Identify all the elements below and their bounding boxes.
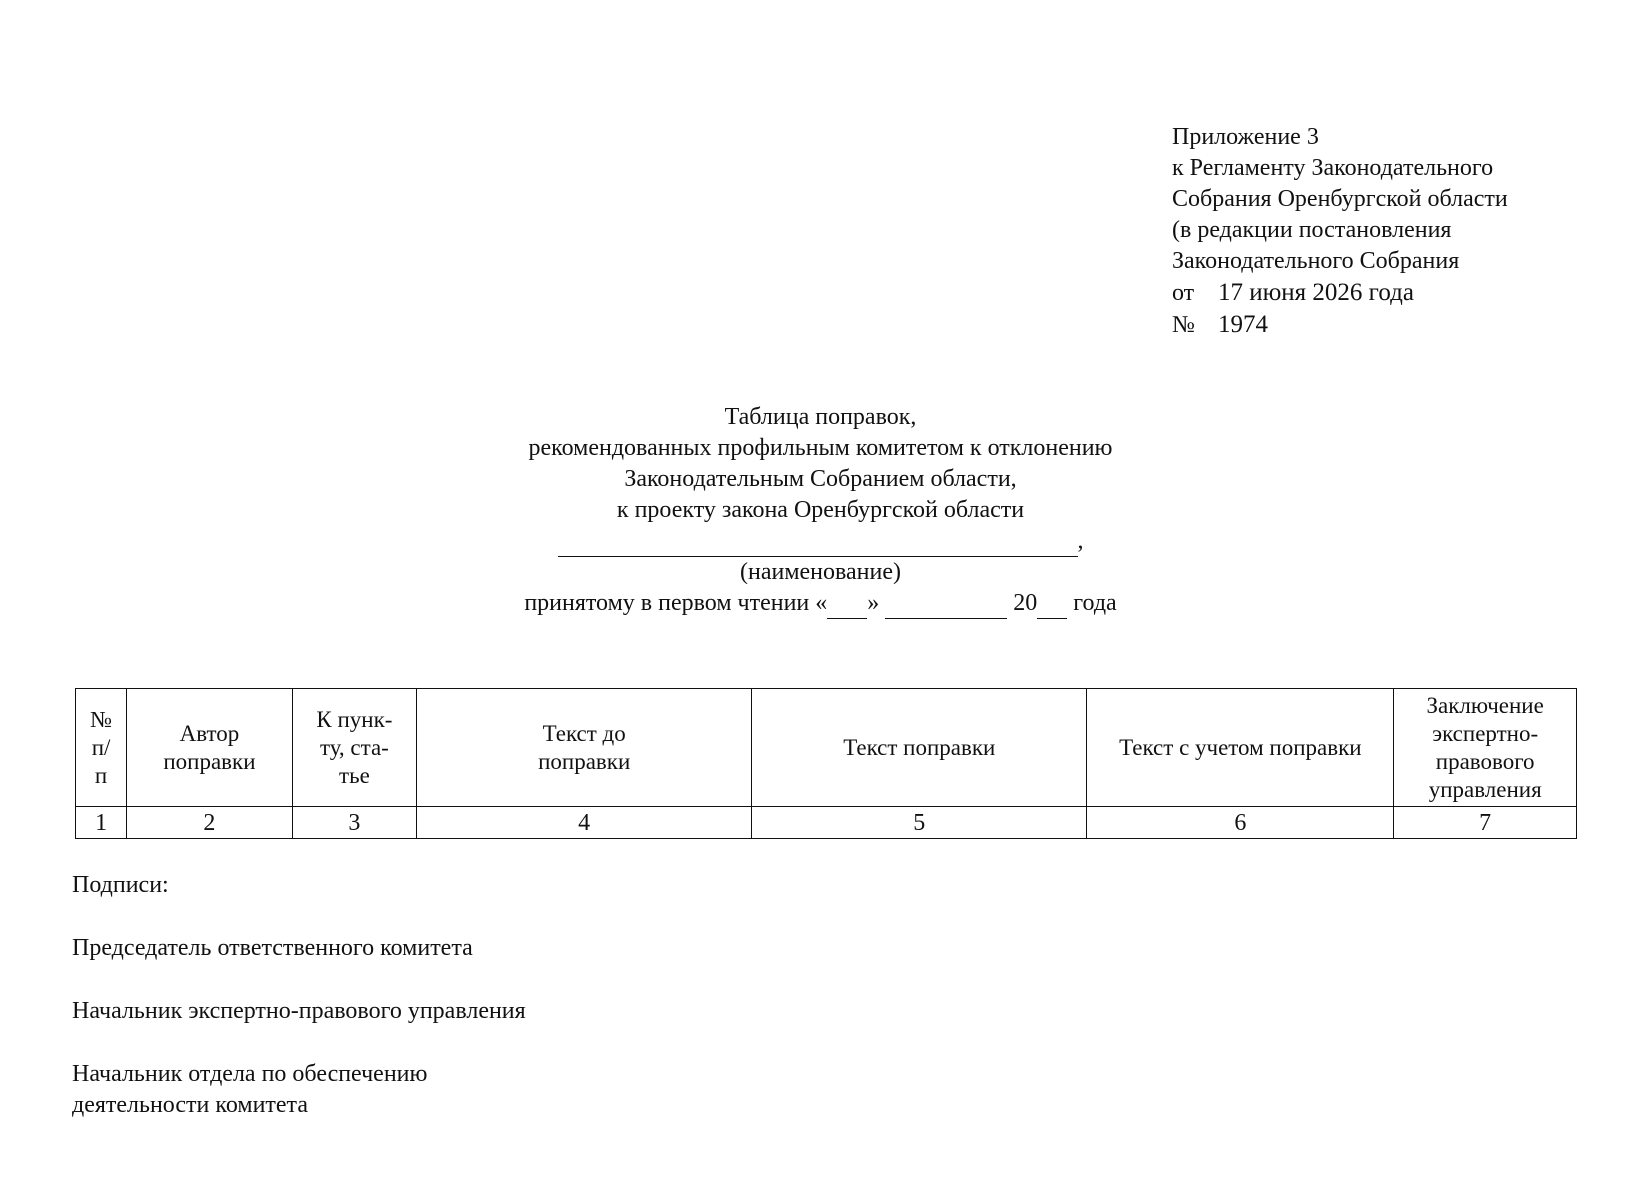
amendments-table: [75, 688, 1577, 839]
column-number-cell: 7: [1394, 807, 1577, 839]
day-blank: [827, 596, 867, 619]
reading-mid: »: [867, 590, 880, 616]
signature-line: Начальник экспертно-правового управления: [72, 998, 526, 1024]
date-value: 17 июня 2026 года: [1218, 279, 1414, 306]
signature-line: деятельности комитета: [72, 1092, 308, 1118]
name-caption: (наименование): [739, 559, 901, 585]
appendix-number-row: [1172, 309, 1508, 341]
table-row: [76, 807, 1577, 839]
column-number-cell: 2: [127, 807, 293, 839]
header-cell-article: К пунк- ту, ста- тье: [292, 689, 416, 807]
column-number-cell: 5: [752, 807, 1087, 839]
reading-suffix: года: [1073, 590, 1117, 616]
header-cell-number: № п/ п: [76, 689, 127, 807]
table-header-row: [76, 689, 1577, 807]
header-cell-amendment-text: Текст поправки: [752, 689, 1087, 807]
title-line: рекомендованных профильным комитетом к отклонению: [528, 435, 1113, 461]
title-line: Таблица поправок,: [724, 404, 917, 430]
signature-line: Председатель ответственного комитета: [72, 935, 473, 961]
appendix-note: [1172, 122, 1508, 341]
appendix-line: Собрания Оренбургской области: [1172, 186, 1508, 212]
date-label: от: [1172, 280, 1195, 306]
name-line-suffix: ,: [1077, 528, 1084, 554]
signature-item: [72, 1059, 526, 1121]
column-number-cell: 3: [292, 807, 416, 839]
header-cell-text-after: Текст с учетом поправки: [1087, 689, 1394, 807]
document-title: [0, 402, 1641, 619]
appendix-line: (в редакции постановления: [1172, 217, 1452, 243]
header-cell-conclusion: Заключение экспертно- правового управления: [1394, 689, 1577, 807]
month-blank: [885, 596, 1007, 619]
appendix-date-row: [1172, 277, 1508, 309]
signature-item: [72, 996, 526, 1027]
name-blank-row: [0, 526, 1641, 557]
reading-line: [0, 588, 1641, 619]
signature-item: [72, 933, 526, 964]
number-label: №: [1172, 312, 1195, 338]
year-prefix: 20: [1013, 590, 1038, 616]
column-number-cell: 6: [1087, 807, 1394, 839]
signatures-title: Подписи:: [72, 872, 169, 898]
signatures-section: [72, 870, 526, 1153]
appendix-line: Законодательного Собрания: [1172, 248, 1460, 274]
signature-line: Начальник отдела по обеспечению: [72, 1061, 428, 1087]
header-cell-text-before: Текст до поправки: [417, 689, 752, 807]
name-blank: [558, 530, 1078, 557]
appendix-line: к Регламенту Законодательного: [1172, 155, 1494, 181]
year-blank: [1037, 596, 1067, 619]
number-value: 1974: [1218, 311, 1268, 338]
column-number-cell: 1: [76, 807, 127, 839]
column-number-cell: 4: [417, 807, 752, 839]
header-cell-author: Автор поправки: [127, 689, 293, 807]
appendix-line: Приложение 3: [1172, 124, 1319, 150]
reading-prefix: принятому в первом чтении «: [524, 590, 828, 616]
title-line: Законодательным Собранием области,: [624, 466, 1017, 492]
title-line: к проекту закона Оренбургской области: [616, 497, 1025, 523]
